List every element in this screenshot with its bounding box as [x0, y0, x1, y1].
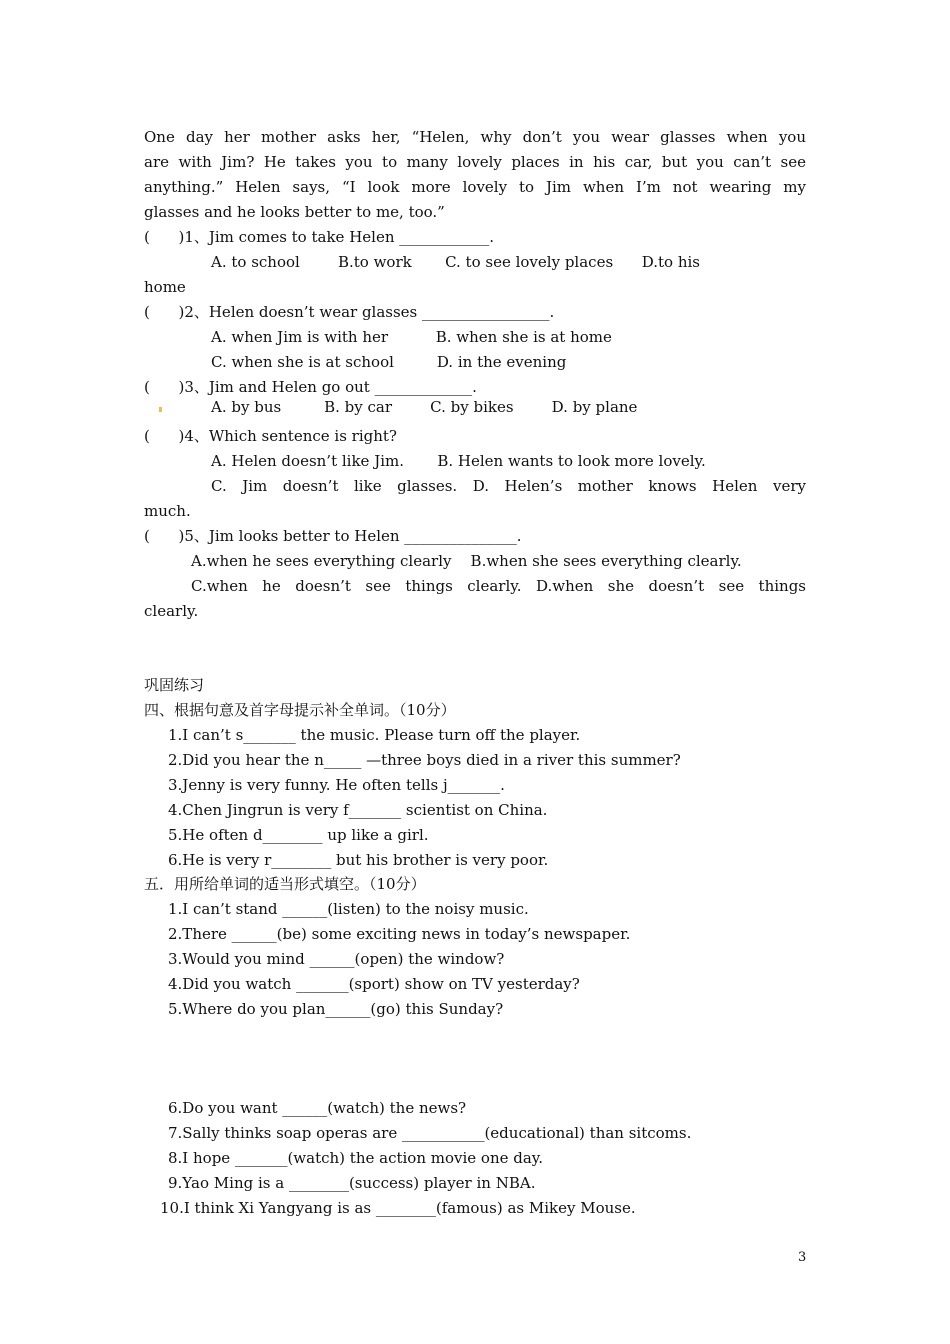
question-4-options: A. Helen doesn’t like Jim. B. Helen wants to look more lovely. — [211, 452, 706, 470]
section-5-item: 6.Do you want ______(watch) the news? — [168, 1099, 467, 1117]
section-label: 巩固练习 — [144, 676, 205, 694]
section-4-item: 2.Did you hear the n_____ —three boys died in a river this summer? — [168, 751, 681, 769]
section-5-item: 10.I think Xi Yangyang is as ________(famous) as Mikey Mouse. — [160, 1199, 636, 1217]
question-3-options: A. by bus B. by car C. by bikes D. by plane — [211, 398, 638, 416]
question-4-options-wrap: much. — [144, 502, 191, 520]
section-5-item: 1.I can’t stand ______(listen) to the noisy music. — [168, 900, 529, 918]
section-4-heading: 四、根据句意及首字母提示补全单词。（10分） — [144, 701, 456, 719]
question-5-options: A.when he sees everything clearly B.when she sees everything clearly. — [191, 552, 742, 570]
section-4-item: 6.He is very r________ but his brother is very poor. — [168, 851, 549, 869]
passage-line: One day her mother asks her, “Helen, why don’t you wear glasses when you — [144, 128, 806, 146]
stray-mark — [159, 407, 162, 412]
question-1: ( )1、Jim comes to take Helen ____________. — [144, 228, 495, 246]
question-4-options: C. Jim doesn’t like glasses. D. Helen’s mother knows Helen very — [211, 477, 806, 495]
section-5-item: 5.Where do you plan______(go) this Sunday? — [168, 1000, 504, 1018]
section-5-item: 4.Did you watch _______(sport) show on TV yesterday? — [168, 975, 580, 993]
question-2-options: C. when she is at school D. in the evening — [211, 353, 567, 371]
question-1-options: A. to school B.to work C. to see lovely places D.to his — [211, 253, 700, 271]
page-number: 3 — [798, 1250, 807, 1265]
section-4-item: 1.I can’t s_______ the music. Please turn off the player. — [168, 726, 581, 744]
question-2-options: A. when Jim is with her B. when she is at home — [211, 328, 612, 346]
section-5-item: 3.Would you mind ______(open) the window? — [168, 950, 505, 968]
section-4-item: 3.Jenny is very funny. He often tells j_______. — [168, 776, 505, 794]
section-5-item: 8.I hope _______(watch) the action movie one day. — [168, 1149, 544, 1167]
section-5-item: 7.Sally thinks soap operas are ___________(educational) than sitcoms. — [168, 1124, 692, 1142]
section-5-item: 9.Yao Ming is a ________(success) player in NBA. — [168, 1174, 536, 1192]
question-3: ( )3、Jim and Helen go out _____________. — [144, 378, 477, 396]
question-5-options-wrap: clearly. — [144, 602, 199, 620]
section-4-item: 4.Chen Jingrun is very f_______ scientist on China. — [168, 801, 548, 819]
passage-line: are with Jim? He takes you to many lovely places in his car, but you can’t see — [144, 153, 806, 171]
passage-line: anything.” Helen says, “I look more lovely to Jim when I’m not wearing my — [144, 178, 806, 196]
section-4-item: 5.He often d________ up like a girl. — [168, 826, 429, 844]
question-2: ( )2、Helen doesn’t wear glasses _________________. — [144, 303, 555, 321]
question-5-options: C.when he doesn’t see things clearly. D.when she doesn’t see things — [191, 577, 806, 595]
question-1-options-wrap: home — [144, 278, 186, 296]
section-5-item: 2.There ______(be) some exciting news in today’s newspaper. — [168, 925, 631, 943]
section-5-heading: 五．用所给单词的适当形式填空。（10分） — [144, 875, 426, 893]
passage-line: glasses and he looks better to me, too.” — [144, 203, 445, 221]
question-5: ( )5、Jim looks better to Helen _______________. — [144, 527, 522, 545]
question-4: ( )4、Which sentence is right? — [144, 427, 397, 445]
